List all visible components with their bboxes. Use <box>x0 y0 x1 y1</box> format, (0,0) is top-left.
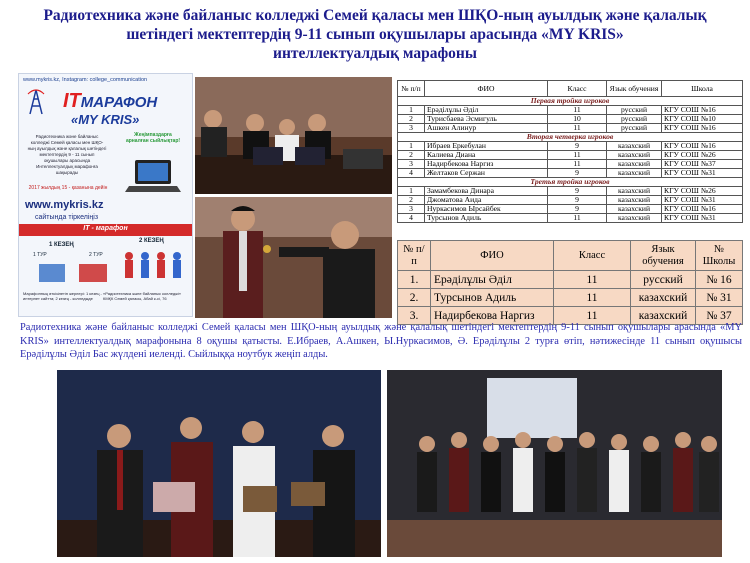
table-cell: 11 <box>554 289 631 307</box>
table-cell: русский <box>607 115 662 124</box>
poster-kris: «MY KRIS» <box>71 112 140 127</box>
table-row <box>398 187 743 196</box>
table-row <box>398 214 743 223</box>
table-row <box>398 115 743 124</box>
photo-students-desk <box>195 77 392 194</box>
table-cell: 1 <box>398 187 425 196</box>
table-cell: русский <box>631 271 696 289</box>
title-line-2: шетіндегі мектептердің 9-11 сынып оқушылары арасында «MY KRIS» <box>126 26 624 43</box>
report-paragraph: Радиотехника және байланыс колледжі Семей қаласы мен ШҚО-ның ауылдық және қалалық шетіндегі мектептердің 9-11 сынып оқушылары арасында «MY KRIS» интеллектуалдық марафонына 8 оқушы қатысты. Е.Ибраев, А.Ашкен, Ы.Нуркасимов, Ә. Ерәділұлы 2 турға өтіп, нәтижесінде 11 сынып оқушысы Ерәділұлы Әділ Бас жүлдені иеленді. Сыйлыққа ноутбук жеңіп алды. <box>20 322 742 360</box>
poster-marafon: МАРАФОН <box>80 94 158 111</box>
winners-header-school: № Школы <box>696 241 743 271</box>
poster-winners: Жеңімпаздарға арналған сыйлықтар! <box>125 132 181 144</box>
winners-header-class: Класс <box>554 241 631 271</box>
table-cell: Турисбаева Эсмигуль <box>425 115 548 124</box>
table-cell: казахский <box>607 169 662 178</box>
table-cell: 11 <box>554 271 631 289</box>
radio-tower-icon <box>25 88 47 116</box>
table-cell: КГУ СОШ №10 <box>662 115 743 124</box>
table-cell: КГУ СОШ №31 <box>662 196 743 205</box>
table-cell: Турсынов Адиль <box>431 289 554 307</box>
winners-header-lang: Язык обучения <box>631 241 696 271</box>
table-cell: 4 <box>398 214 425 223</box>
table-cell: 2 <box>398 151 425 160</box>
table-row <box>398 160 743 169</box>
winners-header-name: ФИО <box>431 241 554 271</box>
table-cell: КГУ СОШ №26 <box>662 151 743 160</box>
table-cell: казахский <box>607 214 662 223</box>
poster-footer-left: Марафонның өткізілетін жерлері: 1 кезең - интернет сайтта; 2 кезең - колледжде <box>23 291 102 301</box>
table-cell: казахский <box>631 307 696 325</box>
table-cell: казахский <box>607 205 662 214</box>
table-cell: 3 <box>398 205 425 214</box>
poster-site: www.mykris.kz <box>25 199 104 211</box>
table-row <box>398 106 743 115</box>
table-cell: казахский <box>607 196 662 205</box>
laptop-icon <box>125 156 181 196</box>
table-cell: 11 <box>548 124 607 133</box>
table-cell: 3. <box>398 307 431 325</box>
table-cell: казахский <box>607 160 662 169</box>
table-cell: КГУ СОШ №37 <box>662 160 743 169</box>
table-cell: 1 <box>398 106 425 115</box>
table-cell: 2. <box>398 289 431 307</box>
table-cell: русский <box>607 124 662 133</box>
table-cell: казахский <box>607 142 662 151</box>
section-title: Первая тройка игроков <box>398 97 743 106</box>
title-line-3: интеллектуалдық марафоны <box>273 45 477 62</box>
table-cell: казахский <box>607 187 662 196</box>
title-line-1: Радиотехника және байланыс колледжі Семей қаласы мен ШҚО-ның ауылдық және қалалық <box>43 7 707 24</box>
table-cell: казахский <box>607 151 662 160</box>
table-cell: Джоматова Аида <box>425 196 548 205</box>
participants-header: Язык обучения <box>607 81 662 97</box>
table-row <box>398 289 743 307</box>
poster-text: Радиотехника және байланыс колледжі Семей қаласы мен ШҚО-ның ауылдық және қалалық шетіндегі мектептердің 9 - 11 сынып оқушылары арасында Интеллектуалдық марафонға шақырады <box>27 134 107 175</box>
table-cell: КГУ СОШ №31 <box>662 169 743 178</box>
poster-people <box>119 248 189 288</box>
poster-tour-1: 1 ТУР <box>33 252 47 258</box>
table-cell: Нуркасимов Ырсайбек <box>425 205 548 214</box>
table-row <box>398 124 743 133</box>
poster-footer-right: «Радиотехника және байланыс колледжі» КМҚК Семей қаласы, Абай к-сі, 76 <box>103 291 181 301</box>
marathon-poster <box>18 73 193 317</box>
table-row <box>398 271 743 289</box>
table-cell: КГУ СОШ №31 <box>662 214 743 223</box>
table-cell: КГУ СОШ №16 <box>662 106 743 115</box>
table-cell: КГУ СОШ №16 <box>662 142 743 151</box>
photo-medal-presentation <box>195 197 392 318</box>
poster-date: 2017 жылдың 15 - қазанына дейін <box>28 185 108 191</box>
winners-header-num: № п/п <box>398 241 431 271</box>
table-cell: 9 <box>548 196 607 205</box>
poster-it-marafon <box>63 90 157 113</box>
table-cell: 2 <box>398 115 425 124</box>
table-cell: Желтаков Сержан <box>425 169 548 178</box>
participants-header: Школа <box>662 81 743 97</box>
table-cell: Турсынов Адиль <box>425 214 548 223</box>
table-cell: Надирбекова Наргиз <box>425 160 548 169</box>
table-cell: Надирбекова Наргиз <box>431 307 554 325</box>
table-cell: КГУ СОШ №16 <box>662 205 743 214</box>
table-cell: 9 <box>548 187 607 196</box>
participants-header: ФИО <box>425 81 548 97</box>
participants-header: Класс <box>548 81 607 97</box>
table-row <box>398 151 743 160</box>
poster-url: www.mykris.kz, Instagram: college_communication <box>23 77 148 83</box>
poster-register: сайтында тіркеліңіз <box>35 214 99 221</box>
table-row <box>398 196 743 205</box>
table-cell: 1 <box>398 142 425 151</box>
table-cell: 3 <box>398 124 425 133</box>
table-cell: 2 <box>398 196 425 205</box>
table-cell: 11 <box>548 151 607 160</box>
participants-header: № п/п <box>398 81 425 97</box>
table-cell: 9 <box>548 142 607 151</box>
section-title: Вторая четверка игроков <box>398 133 743 142</box>
table-row <box>398 205 743 214</box>
table-cell: № 16 <box>696 271 743 289</box>
table-cell: Ашкен Алинур <box>425 124 548 133</box>
poster-tour-2: 2 ТУР <box>89 252 103 258</box>
table-cell: 3 <box>398 160 425 169</box>
photo-award-winners <box>57 370 381 557</box>
table-cell: 11 <box>548 106 607 115</box>
table-cell: 11 <box>554 307 631 325</box>
section-title: Третья тройка игроков <box>398 178 743 187</box>
table-row <box>398 169 743 178</box>
poster-figures <box>35 258 115 288</box>
table-cell: 1. <box>398 271 431 289</box>
table-cell: казахский <box>631 289 696 307</box>
table-cell: 11 <box>548 214 607 223</box>
table-cell: 11 <box>548 160 607 169</box>
poster-it: IT <box>63 90 81 112</box>
poster-stage-2: 2 КЕЗЕҢ <box>139 238 164 244</box>
photo-group <box>387 370 722 557</box>
poster-banner-text: IT - марафон <box>83 225 128 232</box>
table-cell: 4 <box>398 169 425 178</box>
table-cell: 10 <box>548 115 607 124</box>
table-cell: КГУ СОШ №26 <box>662 187 743 196</box>
table-row <box>398 142 743 151</box>
table-cell: КГУ СОШ №16 <box>662 124 743 133</box>
winners-table <box>397 240 743 325</box>
page-title <box>0 6 750 63</box>
table-cell: Ибраев Еркебулан <box>425 142 548 151</box>
table-cell: № 37 <box>696 307 743 325</box>
table-cell: 9 <box>548 205 607 214</box>
table-cell: русский <box>607 106 662 115</box>
poster-stage-1: 1 КЕЗЕҢ <box>49 242 74 248</box>
table-cell: Ерәділұлы Әділ <box>425 106 548 115</box>
table-cell: Ерәділұлы Әділ <box>431 271 554 289</box>
participants-table <box>397 80 743 223</box>
table-cell: Калиева Диана <box>425 151 548 160</box>
table-cell: 9 <box>548 169 607 178</box>
table-cell: Замамбекова Динара <box>425 187 548 196</box>
table-cell: № 31 <box>696 289 743 307</box>
